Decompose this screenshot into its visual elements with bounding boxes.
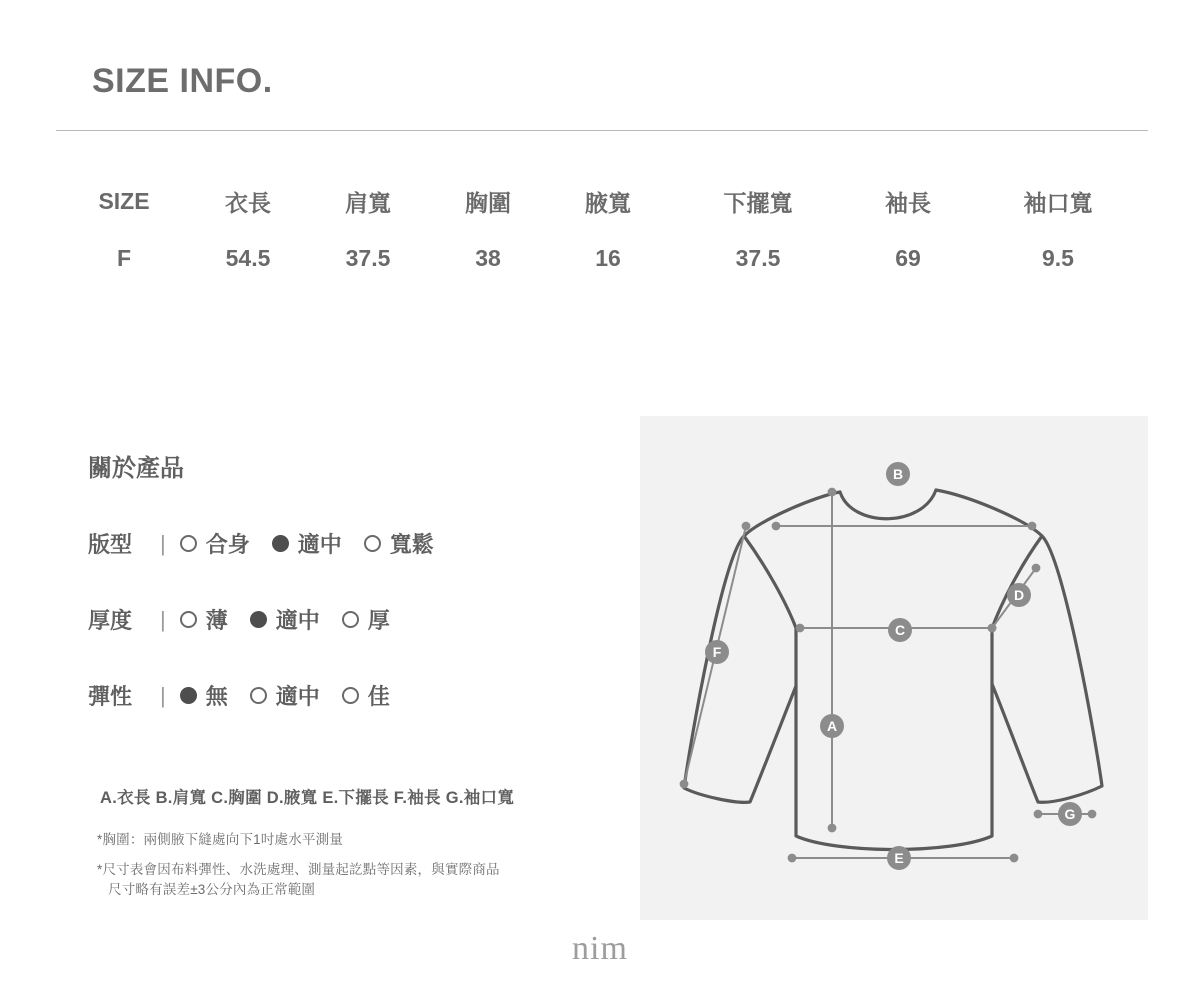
marker-g-label: G bbox=[1064, 806, 1076, 822]
option-fit-0 bbox=[180, 528, 250, 559]
table-cell: 54.5 bbox=[225, 244, 271, 271]
radio-selected-icon bbox=[250, 611, 267, 628]
page-title: SIZE INFO. bbox=[92, 62, 273, 100]
table-cell: 9.5 bbox=[1042, 244, 1074, 271]
attribute-label: 厚度 bbox=[88, 608, 133, 633]
radio-unselected-icon bbox=[180, 611, 197, 628]
note-line: 尺寸略有誤差±3公分內為正常範圍 bbox=[108, 882, 316, 897]
table-header-cell: 下擺寬 bbox=[723, 189, 793, 216]
table-cell: 37.5 bbox=[735, 244, 781, 271]
table-cell: 69 bbox=[895, 244, 921, 271]
option-elasticity-2 bbox=[342, 680, 390, 711]
size-table bbox=[60, 172, 1148, 286]
note-line: *尺寸表會因布料彈性、水洗處理、測量起訖點等因素，與實際商品 bbox=[97, 862, 500, 877]
option-thickness-0 bbox=[180, 604, 228, 635]
option-thickness-2 bbox=[342, 604, 390, 635]
measurement-guides bbox=[681, 489, 1096, 862]
table-cell: 38 bbox=[475, 244, 501, 271]
note-line: *胸圍：兩側腋下縫處向下1吋處水平測量 bbox=[97, 832, 344, 847]
option-label: 適中 bbox=[297, 532, 342, 557]
table-cell: 37.5 bbox=[345, 244, 391, 271]
marker-b-label: B bbox=[892, 466, 904, 482]
attribute-separator: | bbox=[160, 530, 166, 556]
radio-unselected-icon bbox=[180, 535, 197, 552]
table-header-cell: 腋寬 bbox=[585, 189, 631, 216]
marker-c-label: C bbox=[894, 622, 906, 638]
radio-unselected-icon bbox=[342, 687, 359, 704]
option-label: 無 bbox=[205, 684, 228, 709]
marker-a-label: A bbox=[826, 718, 838, 734]
table-header-cell: SIZE bbox=[98, 187, 150, 214]
marker-d-label: D bbox=[1013, 587, 1025, 603]
attribute-row-elasticity bbox=[88, 680, 412, 711]
option-label: 薄 bbox=[205, 608, 228, 633]
attribute-separator: | bbox=[160, 606, 166, 632]
option-label: 佳 bbox=[367, 684, 390, 709]
garment-diagram-svg bbox=[640, 416, 1148, 920]
table-header-cell: 袖長 bbox=[885, 189, 931, 216]
garment-diagram bbox=[640, 416, 1148, 920]
brand-watermark: nim bbox=[572, 930, 628, 967]
about-product-title: 關於產品 bbox=[88, 455, 184, 482]
option-label: 厚 bbox=[367, 608, 390, 633]
garment-outline bbox=[684, 490, 1102, 850]
option-thickness-1 bbox=[250, 604, 320, 635]
table-cell: 16 bbox=[595, 244, 621, 271]
table-header-cell: 肩寬 bbox=[345, 189, 391, 216]
marker-e-label: E bbox=[894, 850, 904, 866]
option-label: 合身 bbox=[205, 532, 250, 557]
attribute-row-thickness bbox=[88, 604, 412, 635]
table-header-cell: 胸圍 bbox=[465, 189, 511, 216]
table-header-row bbox=[60, 172, 1148, 230]
marker-f-label: F bbox=[712, 644, 722, 660]
option-label: 適中 bbox=[275, 608, 320, 633]
option-label: 適中 bbox=[275, 684, 320, 709]
measurement-legend: A.衣長 B.肩寬 C.胸圍 D.腋寬 E.下擺長 F.袖長 G.袖口寬 bbox=[100, 789, 515, 807]
title-divider bbox=[56, 130, 1148, 131]
option-elasticity-0 bbox=[180, 680, 228, 711]
table-header-cell: 衣長 bbox=[225, 189, 271, 216]
attribute-row-fit bbox=[88, 528, 456, 559]
attribute-separator: | bbox=[160, 682, 166, 708]
radio-unselected-icon bbox=[364, 535, 381, 552]
option-label: 寬鬆 bbox=[389, 532, 434, 557]
option-elasticity-1 bbox=[250, 680, 320, 711]
radio-unselected-icon bbox=[250, 687, 267, 704]
attribute-label: 彈性 bbox=[88, 684, 133, 709]
table-row bbox=[60, 230, 1148, 286]
radio-selected-icon bbox=[180, 687, 197, 704]
attribute-label: 版型 bbox=[88, 532, 133, 557]
option-fit-1 bbox=[272, 528, 342, 559]
table-cell: F bbox=[116, 244, 132, 271]
radio-unselected-icon bbox=[342, 611, 359, 628]
radio-selected-icon bbox=[272, 535, 289, 552]
table-header-cell: 袖口寬 bbox=[1023, 189, 1093, 216]
option-fit-2 bbox=[364, 528, 434, 559]
